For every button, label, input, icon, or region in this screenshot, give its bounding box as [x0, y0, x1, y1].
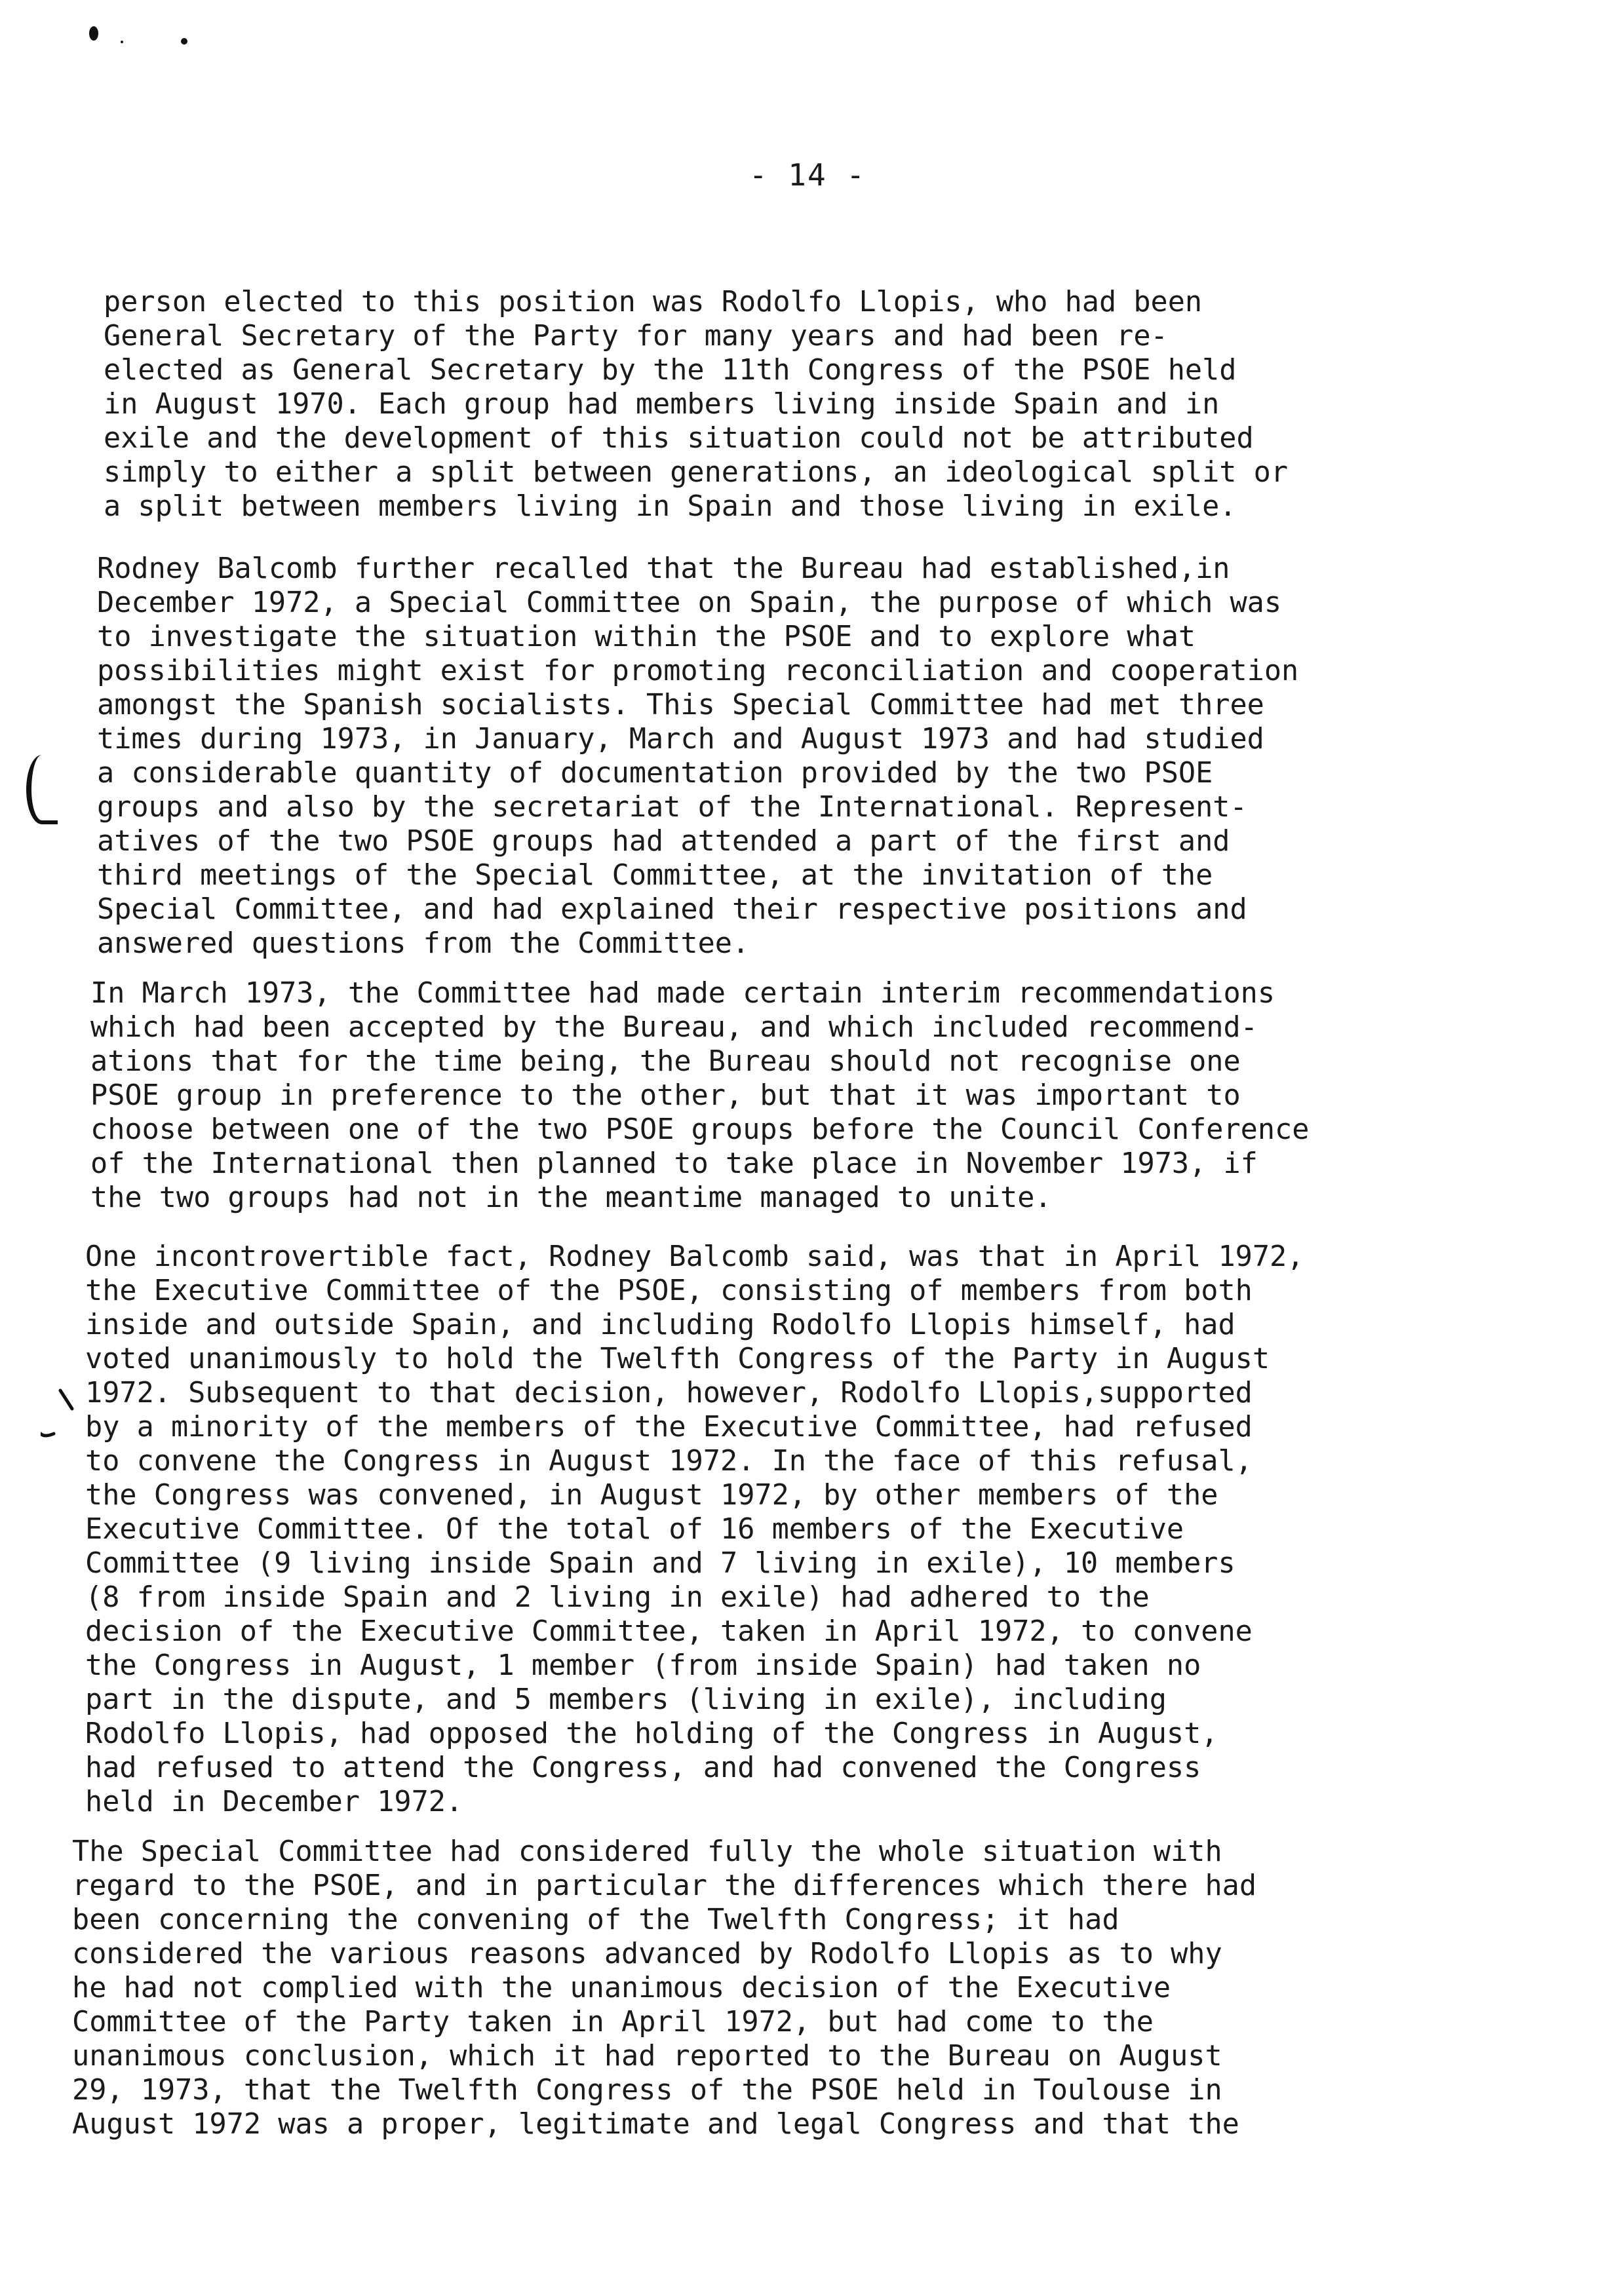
paragraph-3: [90, 976, 1559, 1215]
text-line: choose between one of the two PSOE groups before the Council Conference: [90, 1113, 1310, 1146]
text-line: unanimous conclusion, which it had reported to the Bureau on August: [72, 2040, 1222, 2073]
text-line: exile and the development of this situation could not be attributed: [104, 422, 1254, 455]
text-line: amongst the Spanish socialists. This Special Committee had met three: [97, 689, 1264, 721]
text-line: Rodolfo Llopis, had opposed the holding of the Congress in August,: [85, 1717, 1218, 1750]
text-line: Special Committee, and had explained their respective positions and: [97, 893, 1247, 926]
text-line: which had been accepted by the Bureau, and which included recommend-: [90, 1011, 1258, 1044]
text-line: person elected to this position was Rodolfo Llopis, who had been: [104, 286, 1203, 318]
text-line: voted unanimously to hold the Twelfth Congress of the Party in August: [85, 1343, 1270, 1375]
text-line: Committee (9 living inside Spain and 7 living in exile), 10 members: [85, 1547, 1236, 1580]
text-line: PSOE group in preference to the other, but that it was important to: [90, 1079, 1241, 1112]
text-line: simply to either a split between generations, an ideological split or: [104, 456, 1289, 489]
paragraph-5: [72, 1835, 1540, 2141]
text-line: groups and also by the secretariat of the International. Represent-: [97, 791, 1247, 824]
text-line: Committee of the Party taken in April 1972, but had come to the: [72, 2006, 1154, 2038]
text-line: atives of the two PSOE groups had attended a part of the first and: [97, 825, 1230, 858]
text-line: General Secretary of the Party for many years and had been re-: [104, 320, 1168, 353]
text-line: in August 1970. Each group had members living inside Spain and in: [104, 388, 1220, 421]
text-line: elected as General Secretary by the 11th Congress of the PSOE held: [104, 354, 1237, 387]
text-line: In March 1973, the Committee had made certain interim recommendations: [90, 977, 1275, 1010]
text-line: regard to the PSOE, and in particular the differences which there had: [72, 1869, 1257, 1902]
text-line: a considerable quantity of documentation provided by the two PSOE: [97, 757, 1213, 790]
text-line: by a minority of the members of the Executive Committee, had refused: [85, 1411, 1253, 1444]
text-line: 1972. Subsequent to that decision, however, Rodolfo Llopis,supported: [85, 1377, 1253, 1409]
text-line: The Special Committee had considered fully the whole situation with: [72, 1835, 1222, 1868]
text-line: held in December 1972.: [85, 1786, 463, 1818]
text-line: times during 1973, in January, March and August 1973 and had studied: [97, 723, 1264, 756]
text-line: decision of the Executive Committee, taken in April 1972, to convene: [85, 1615, 1253, 1648]
text-line: ations that for the time being, the Bureau should not recognise one: [90, 1045, 1241, 1078]
text-line: he had not complied with the unanimous decision of the Executive: [72, 1972, 1171, 2004]
text-line: been concerning the convening of the Twelfth Congress; it had: [72, 1904, 1119, 1936]
text-line: considered the various reasons advanced by Rodolfo Llopis as to why: [72, 1938, 1222, 1970]
text-line: Rodney Balcomb further recalled that the Bureau had established,in: [97, 552, 1230, 585]
text-line: the two groups had not in the meantime managed to unite.: [90, 1181, 1052, 1214]
text-line: to convene the Congress in August 1972. In the face of this refusal,: [85, 1445, 1253, 1478]
text-line: 29, 1973, that the Twelfth Congress of the PSOE held in Toulouse in: [72, 2074, 1222, 2107]
text-line: answered questions from the Committee.: [97, 927, 750, 960]
text-line: One incontrovertible fact, Rodney Balcomb said, was that in April 1972,: [85, 1240, 1304, 1273]
text-line: had refused to attend the Congress, and had convened the Congress: [85, 1751, 1201, 1784]
page-number: - 14 -: [749, 157, 866, 193]
margin-bracket-mark: [26, 755, 58, 824]
text-line: December 1972, a Special Committee on Spain, the purpose of which was: [97, 586, 1282, 619]
scan-speck: [181, 38, 187, 45]
text-line: the Congress was convened, in August 1972, by other members of the: [85, 1479, 1218, 1512]
scan-speck: [121, 41, 123, 43]
text-line: to investigate the situation within the PSOE and to explore what: [97, 621, 1196, 653]
text-line: possibilities might exist for promoting reconciliation and cooperation: [97, 655, 1299, 687]
paragraph-1: [104, 285, 1572, 524]
text-line: of the International then planned to take place in November 1973, if: [90, 1147, 1258, 1180]
text-line: third meetings of the Special Committee, at the invitation of the: [97, 859, 1213, 892]
text-line: a split between members living in Spain and those living in exile.: [104, 490, 1237, 523]
text-line: the Congress in August, 1 member (from inside Spain) had taken no: [85, 1649, 1201, 1682]
text-line: part in the dispute, and 5 members (living in exile), including: [85, 1683, 1167, 1716]
text-line: the Executive Committee of the PSOE, consisting of members from both: [85, 1274, 1253, 1307]
text-line: Executive Committee. Of the total of 16 members of the Executive: [85, 1513, 1184, 1546]
text-line: (8 from inside Spain and 2 living in exile) had adhered to the: [85, 1581, 1150, 1614]
text-line: August 1972 was a proper, legitimate and legal Congress and that the: [72, 2108, 1239, 2141]
scan-speck: [89, 26, 98, 41]
paragraph-4: [85, 1240, 1553, 1819]
text-line: inside and outside Spain, and including Rodolfo Llopis himself, had: [85, 1309, 1236, 1341]
paragraph-2: [97, 552, 1565, 961]
